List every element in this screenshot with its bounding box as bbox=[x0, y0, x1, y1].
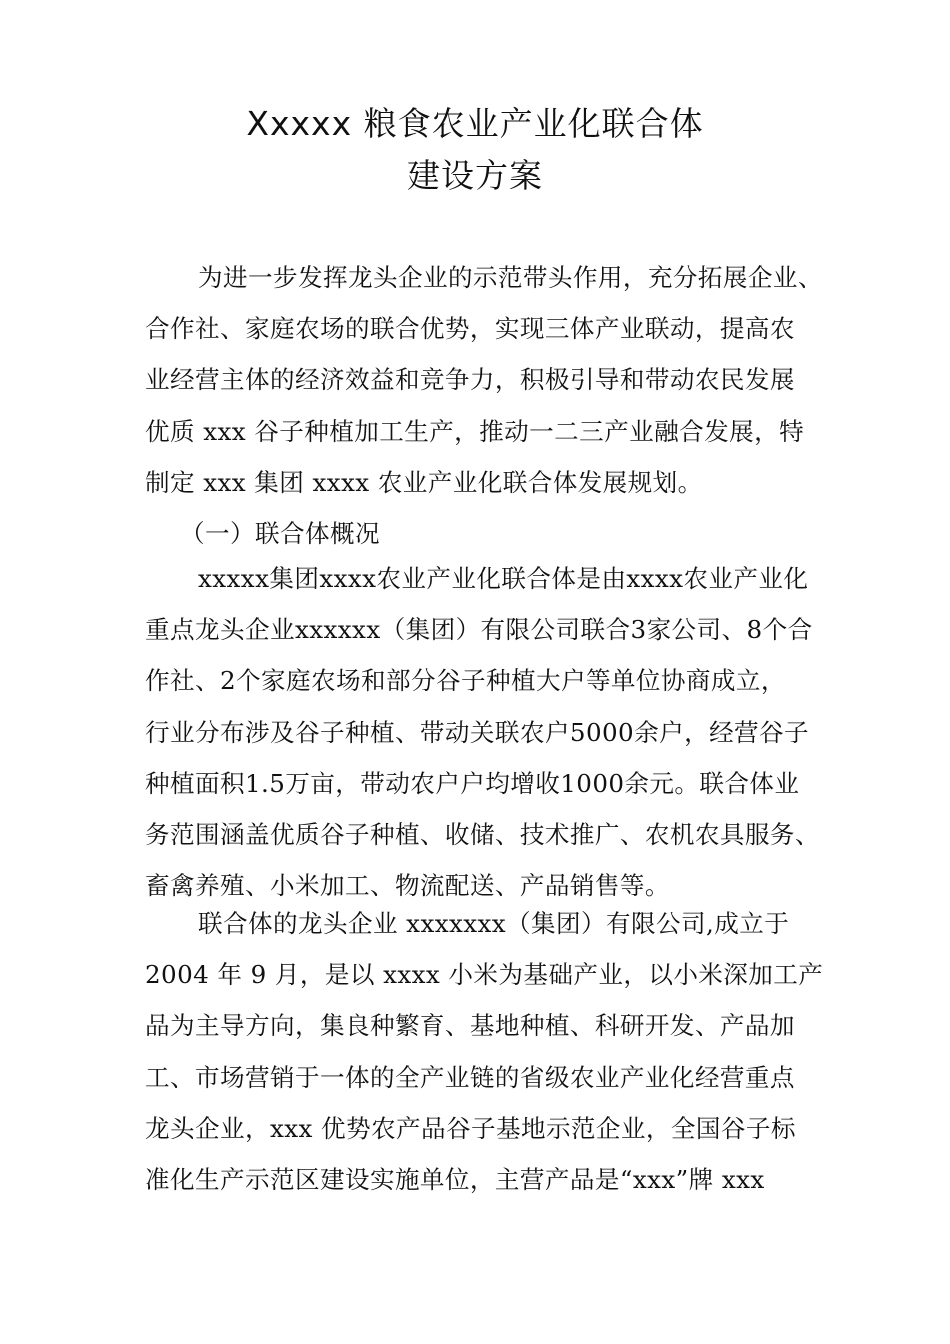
paragraph-line: 务范围涵盖优质谷子种植、收储、技术推广、农机农具服务、 bbox=[145, 819, 820, 849]
section-heading-text: （一）联合体概况 bbox=[180, 519, 380, 548]
document-title-line-2: 建设方案 bbox=[407, 156, 543, 195]
paragraph-overview bbox=[145, 553, 820, 911]
paragraph-line: 龙头企业，xxx 优势农产品谷子基地示范企业，全国谷子标 bbox=[145, 1113, 796, 1143]
document-title-line-1: Xxxxx 粮食农业产业化联合体 bbox=[246, 104, 704, 143]
paragraph-line: xxxxx集团xxxx农业产业化联合体是由xxxx农业产业化 bbox=[198, 564, 809, 593]
paragraph-line: 准化生产示范区建设实施单位，主营产品是“xxx”牌 xxx bbox=[145, 1164, 765, 1194]
paragraph-line: 种植面积1.5万亩，带动农户户均增收1000余元。联合体业 bbox=[145, 768, 800, 798]
paragraph-line: 为进一步发挥龙头企业的示范带头作用，充分拓展企业、 bbox=[198, 263, 823, 292]
paragraph-line: 作社、2个家庭农场和部分谷子种植大户等单位协商成立， bbox=[145, 666, 786, 696]
paragraph-lead-enterprise bbox=[145, 898, 824, 1205]
paragraph-line: 畜禽养殖、小米加工、物流配送、产品销售等。 bbox=[145, 871, 670, 901]
paragraph-line: 优质 xxx 谷子种植加工生产，推动一二三产业融合发展，特 bbox=[145, 416, 805, 446]
paragraph-intro bbox=[145, 252, 823, 508]
paragraph-line: 工、市场营销于一体的全产业链的省级农业产业化经营重点 bbox=[145, 1062, 795, 1092]
paragraph-line: 联合体的龙头企业 xxxxxxx（集团）有限公司,成立于 bbox=[198, 909, 790, 938]
paragraph-line: 业经营主体的经济效益和竞争力，积极引导和带动农民发展 bbox=[145, 365, 795, 395]
paragraph-line: 行业分布涉及谷子种植、带动关联农户5000余户，经营谷子 bbox=[145, 717, 810, 747]
paragraph-line: 2004 年 9 月，是以 xxxx 小米为基础产业，以小米深加工产 bbox=[145, 960, 824, 990]
paragraph-line: 重点龙头企业xxxxxx（集团）有限公司联合3家公司、8个合 bbox=[145, 615, 813, 645]
paragraph-line: 合作社、家庭农场的联合优势，实现三体产业联动，提高农 bbox=[145, 314, 795, 344]
section-heading bbox=[145, 508, 810, 559]
paragraph-line: 品为主导方向，集良种繁育、基地种植、科研开发、产品加 bbox=[145, 1011, 795, 1041]
paragraph-line: 制定 xxx 集团 xxxx 农业产业化联合体发展规划。 bbox=[145, 467, 703, 497]
